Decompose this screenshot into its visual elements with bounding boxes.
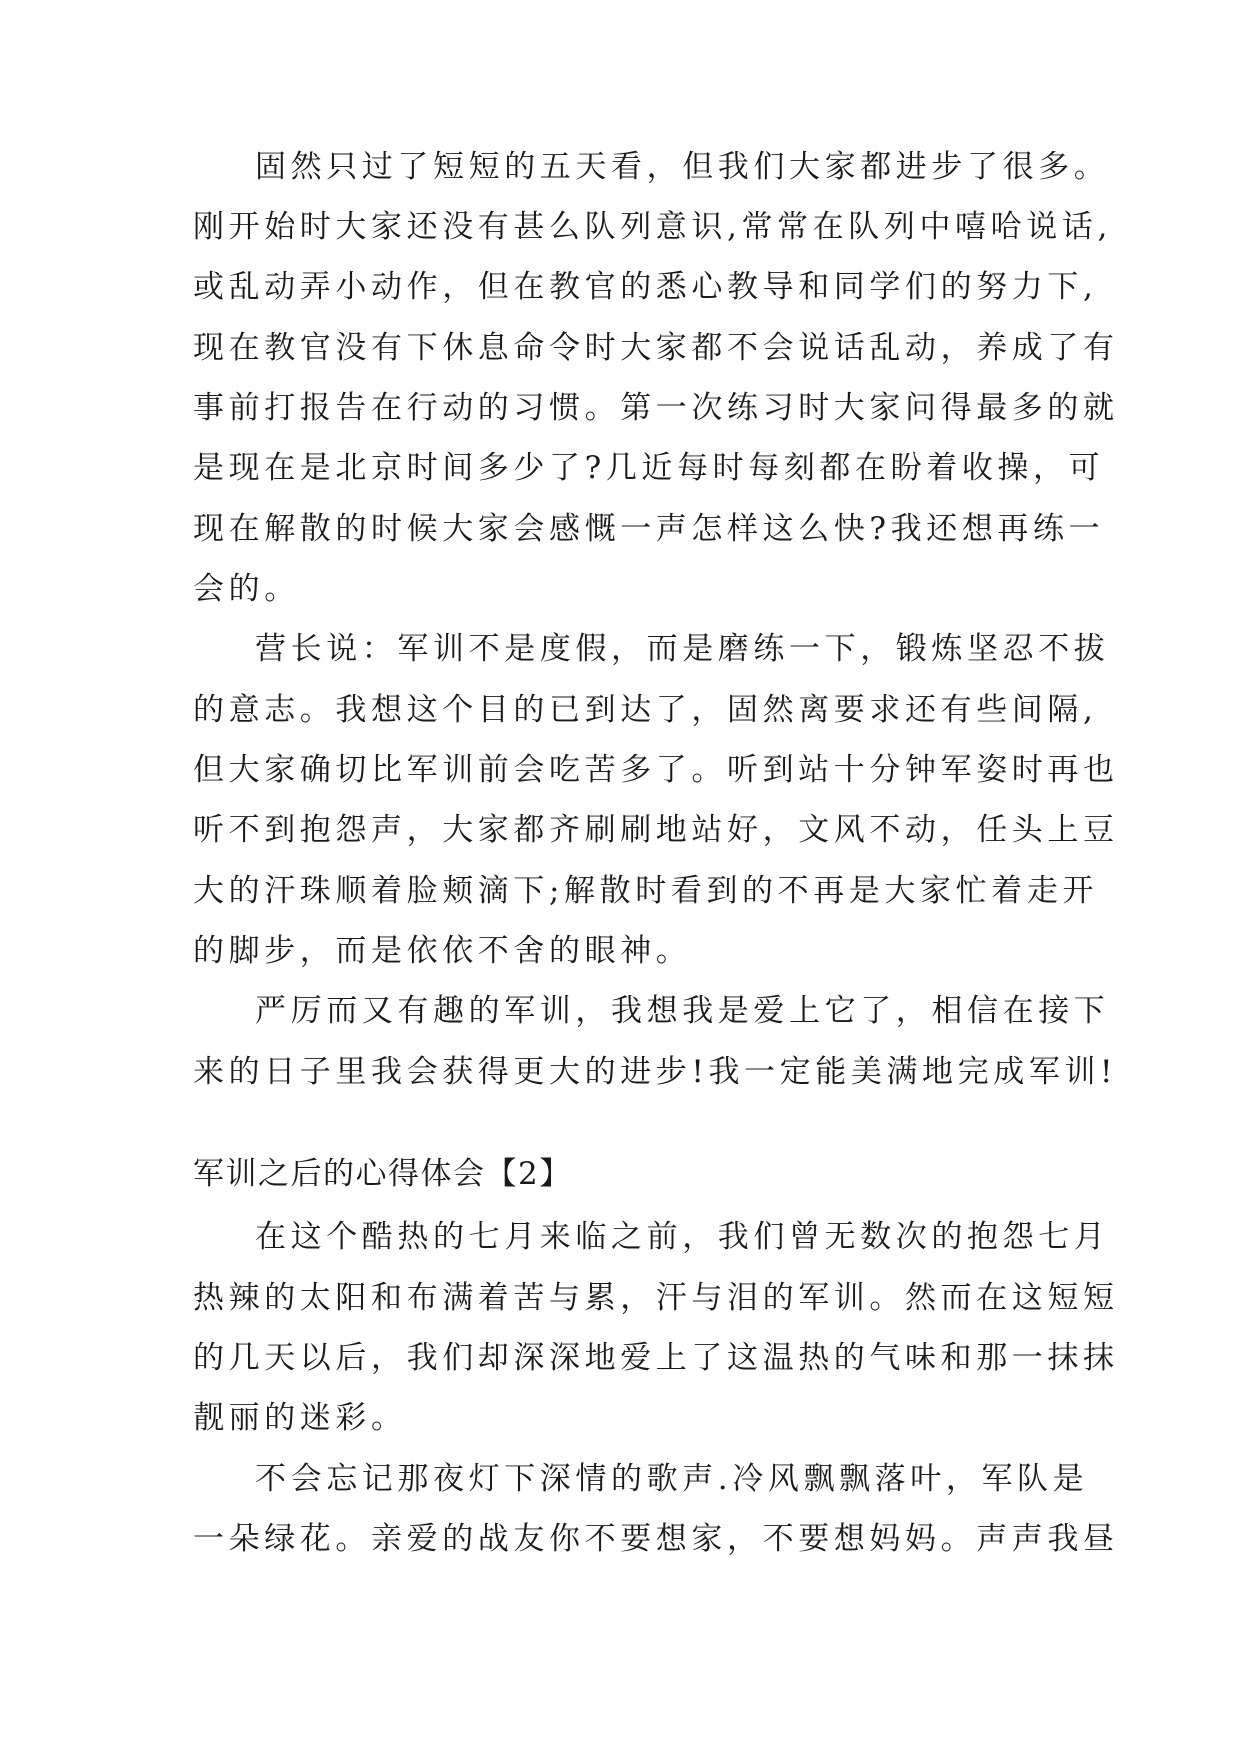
paragraph-line: 的几天以后，我们却深深地爱上了这温热的气味和那一抹抹 <box>193 1340 1119 1376</box>
paragraph-line: 大的汗珠顺着脸颊滴下;解散时看到的不再是大家忙着走开 <box>193 873 1099 909</box>
section-heading: 军训之后的心得体会【2】 <box>193 1156 572 1192</box>
paragraph-line: 热辣的太阳和布满着苦与累，汗与泪的军训。然而在这短短 <box>193 1280 1119 1316</box>
paragraph-line: 靓丽的迷彩。 <box>193 1400 407 1436</box>
paragraph-line: 会的。 <box>193 571 300 607</box>
paragraph-line: 不会忘记那夜灯下深情的歌声.冷风飘飘落叶，军队是 <box>255 1461 1089 1497</box>
paragraph-line: 现在解散的时候大家会感慨一声怎样这么快?我还想再练一 <box>193 511 1105 547</box>
paragraph-line: 严厉而又有趣的军训，我想我是爱上它了，相信在接下 <box>255 993 1110 1029</box>
paragraph-line: 但大家确切比军训前会吃苦多了。听到站十分钟军姿时再也 <box>193 752 1119 788</box>
paragraph-line: 在这个酷热的七月来临之前，我们曾无数次的抱怨七月 <box>255 1219 1110 1255</box>
paragraph-line: 固然只过了短短的五天看，但我们大家都进步了很多。 <box>255 149 1110 185</box>
paragraph-line: 刚开始时大家还没有甚么队列意识,常常在队列中嘻哈说话, <box>193 209 1112 245</box>
paragraph-line: 现在教官没有下休息命令时大家都不会说话乱动，养成了有 <box>193 330 1119 366</box>
paragraph-line: 听不到抱怨声，大家都齐刷刷地站好，文风不动，任头上豆 <box>193 812 1119 848</box>
paragraph-line: 来的日子里我会获得更大的进步!我一定能美满地完成军训! <box>193 1054 1118 1090</box>
paragraph-line: 的意志。我想这个目的已到达了，固然离要求还有些间隔, <box>193 692 1098 728</box>
paragraph-line: 或乱动弄小动作，但在教官的悉心教导和同学们的努力下, <box>193 269 1098 305</box>
paragraph-line: 事前打报告在行动的习惯。第一次练习时大家问得最多的就 <box>193 390 1119 426</box>
paragraph-line: 营长说：军训不是度假，而是磨练一下，锻炼坚忍不拔 <box>255 631 1110 667</box>
paragraph-line: 的脚步，而是依依不舍的眼神。 <box>193 933 692 969</box>
paragraph-line: 一朵绿花。亲爱的战友你不要想家，不要想妈妈。声声我昼 <box>193 1521 1119 1557</box>
paragraph-line: 是现在是北京时间多少了?几近每时每刻都在盼着收操，可 <box>193 450 1105 486</box>
